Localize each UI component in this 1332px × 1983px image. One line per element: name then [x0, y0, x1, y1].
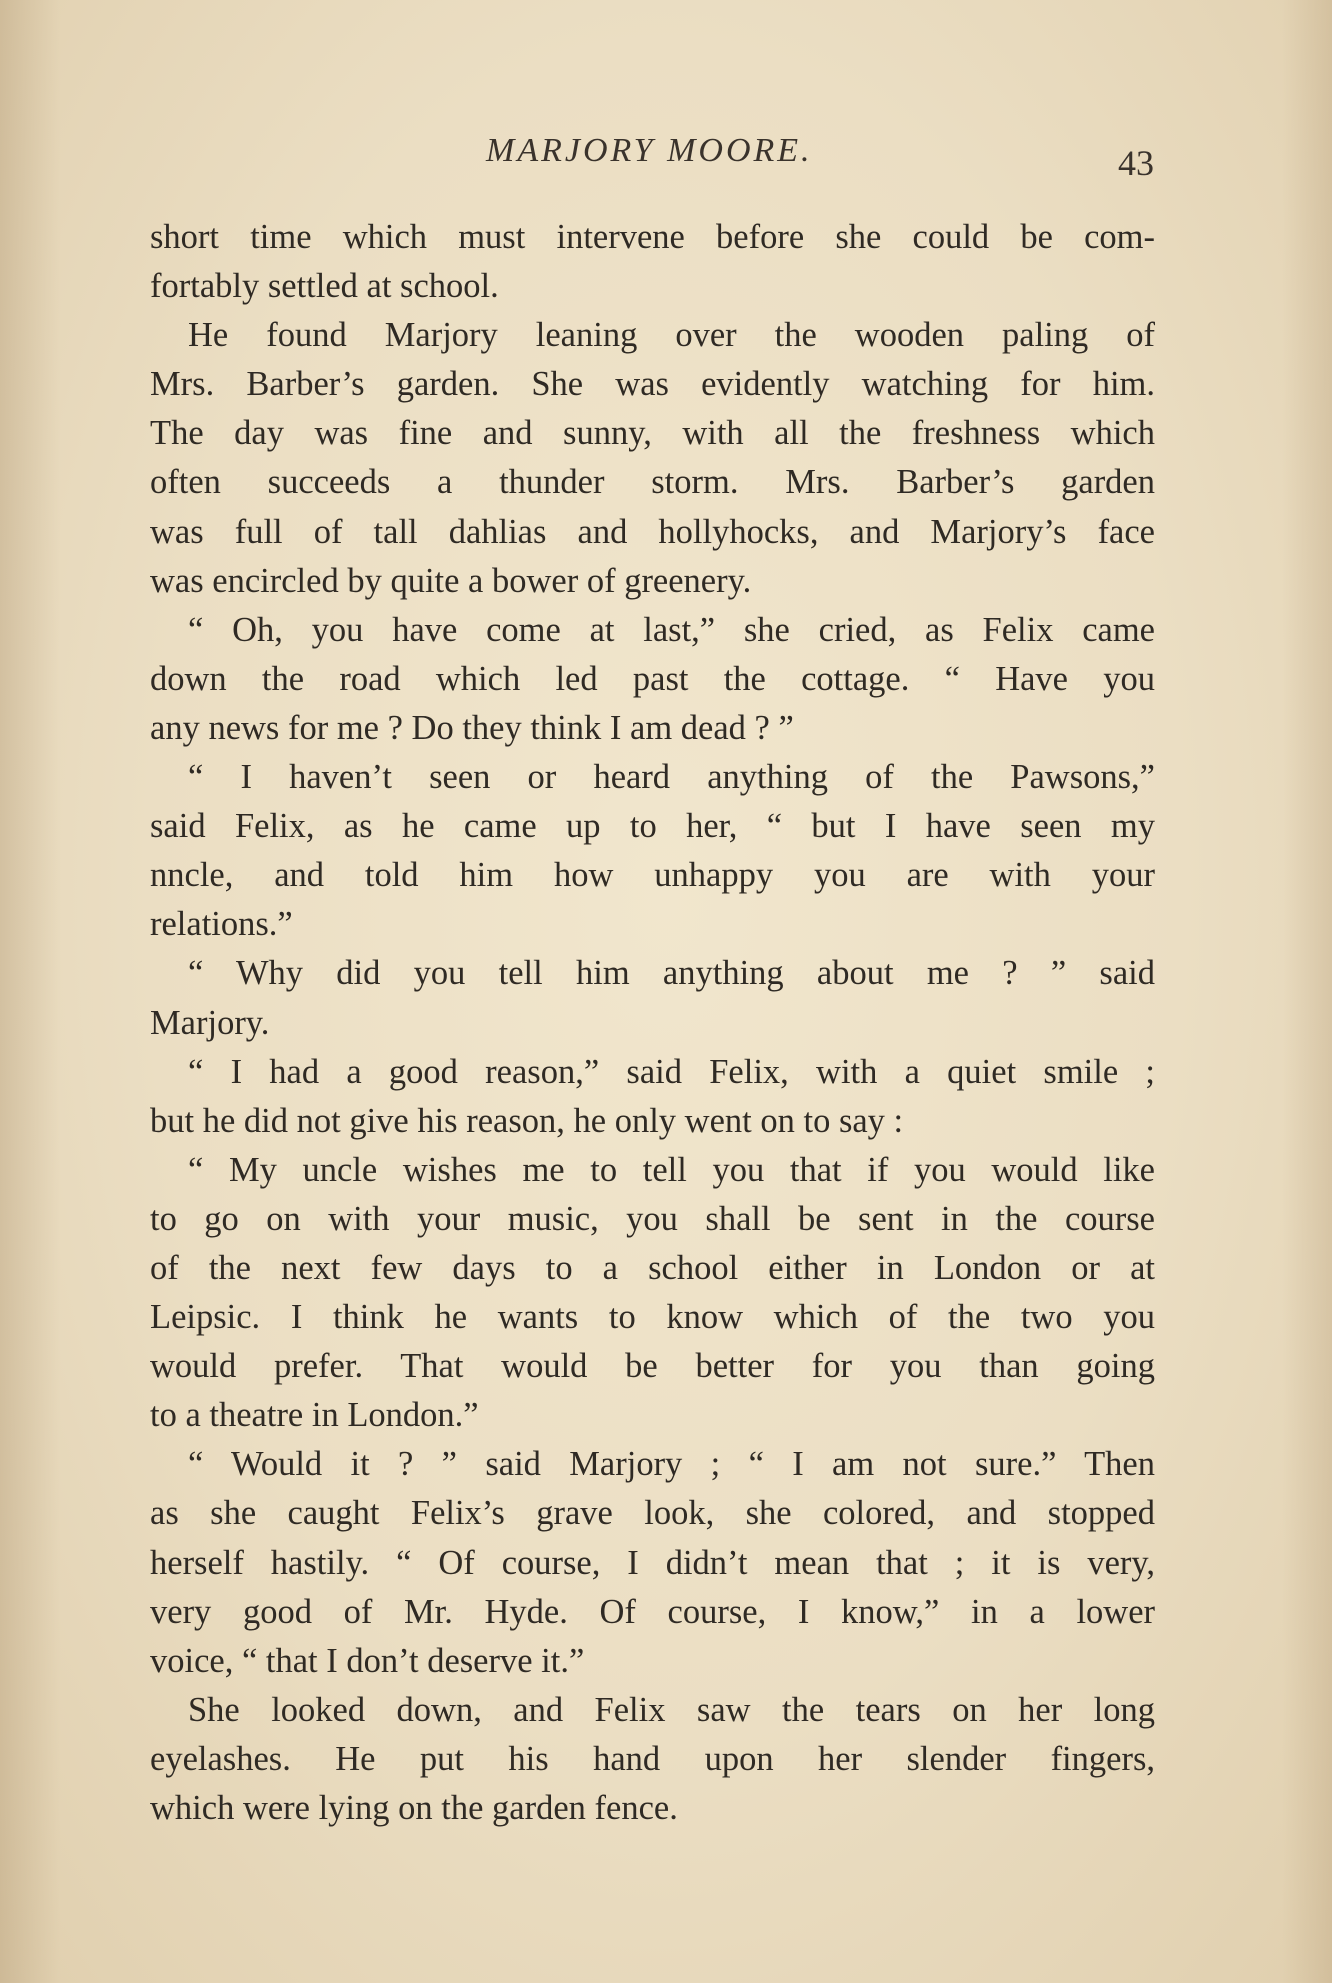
text-line: “ Why did you tell him anything about me ? ” said: [188, 954, 1155, 993]
running-head: [0, 132, 1332, 182]
text-line: of the next few days to a school either in London or at: [150, 1248, 1155, 1287]
text-line: but he did not give his reason, he only went on to say :: [150, 1101, 904, 1140]
text-line: would prefer. That would be better for you than going: [150, 1347, 1155, 1386]
text-line: nncle, and told him how unhappy you are with your: [150, 856, 1155, 895]
text-line: “ Would it ? ” said Marjory ; “ I am not sure.” Then: [188, 1445, 1155, 1484]
text-line: short time which must intervene before she could be com-: [150, 218, 1155, 256]
page-number: 43: [1118, 143, 1154, 183]
text-line: “ I had a good reason,” said Felix, with a quiet smile ;: [188, 1052, 1155, 1091]
text-line: “ Oh, you have come at last,” she cried, as Felix came: [188, 610, 1155, 649]
text-line: Mrs. Barber’s garden. She was evidently watching for him.: [150, 365, 1155, 404]
text-line: Leipsic. I think he wants to know which of the two you: [150, 1298, 1155, 1337]
page-header-title: MARJORY MOORE.: [486, 132, 813, 169]
text-line: She looked down, and Felix saw the tears on her long: [188, 1690, 1155, 1729]
text-line: He found Marjory leaning over the wooden paling of: [188, 316, 1155, 355]
text-line: eyelashes. He put his hand upon her slender fingers,: [150, 1739, 1155, 1778]
text-line: fortably settled at school.: [150, 267, 499, 306]
text-line: which were lying on the garden fence.: [150, 1789, 678, 1827]
text-line: as she caught Felix’s grave look, she colored, and stopped: [150, 1494, 1155, 1533]
text-line: often succeeds a thunder storm. Mrs. Barber’s garden: [150, 463, 1155, 502]
text-line: herself hastily. “ Of course, I didn’t mean that ; it is very,: [150, 1543, 1155, 1582]
text-line: relations.”: [150, 905, 293, 944]
text-line: voice, “ that I don’t deserve it.”: [150, 1641, 585, 1680]
text-line: “ My uncle wishes me to tell you that if you would like: [188, 1150, 1155, 1189]
text-line: was full of tall dahlias and hollyhocks, and Marjory’s face: [150, 512, 1155, 551]
body-text: [150, 213, 1155, 1833]
text-line: down the road which led past the cottage. “ Have you: [150, 659, 1155, 698]
text-line: “ I haven’t seen or heard anything of the Pawsons,”: [188, 758, 1155, 797]
text-line: any news for me ? Do they think I am dead ? ”: [150, 708, 794, 747]
text-line: was encircled by quite a bower of greenery.: [150, 561, 752, 600]
text-line: said Felix, as he came up to her, “ but I have seen my: [150, 807, 1155, 846]
text-line: to go on with your music, you shall be sent in the course: [150, 1199, 1155, 1238]
text-line: The day was fine and sunny, with all the freshness which: [150, 414, 1155, 453]
text-line: to a theatre in London.”: [150, 1396, 479, 1435]
text-line: very good of Mr. Hyde. Of course, I know,” in a lower: [150, 1592, 1155, 1631]
text-line: Marjory.: [150, 1003, 270, 1042]
